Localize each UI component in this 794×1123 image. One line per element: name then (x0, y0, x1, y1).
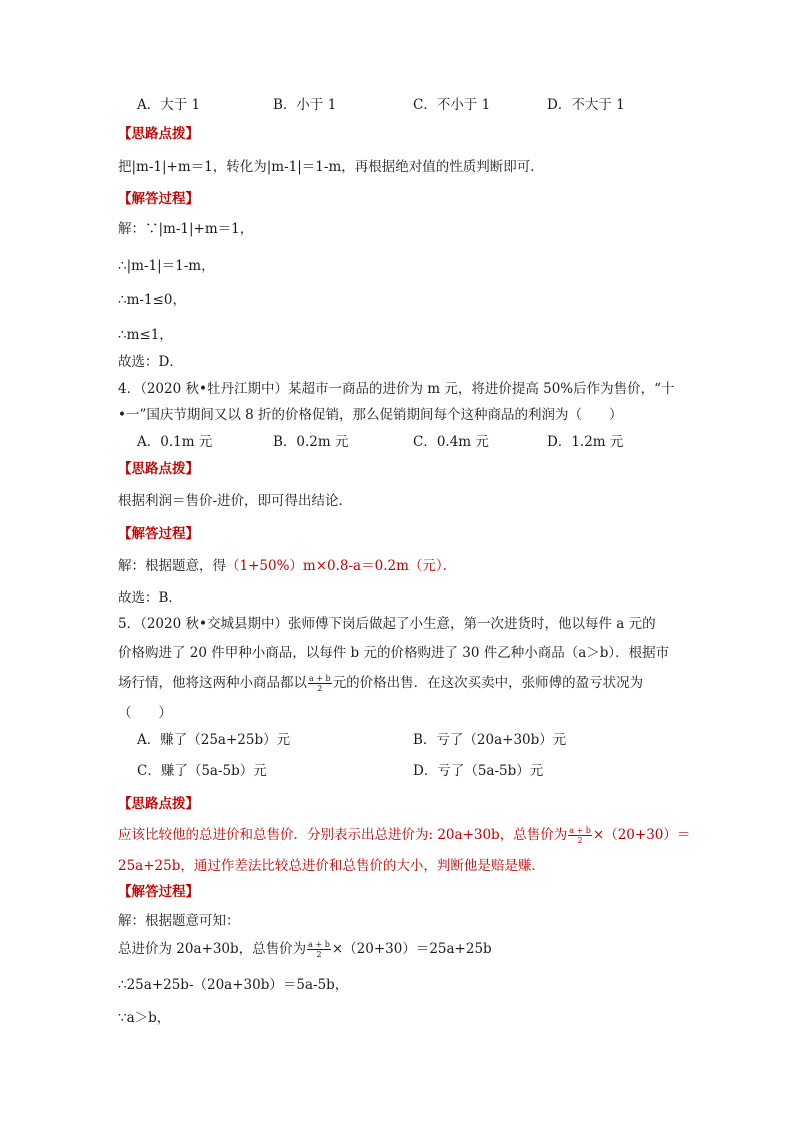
q5-option-d: D．亏了（5a-5b）元 (413, 763, 544, 779)
q3-hint-text: 把|m-1|+m＝1，转化为|m-1|＝1-m，再根据绝对值的性质判断即可． (118, 159, 544, 175)
q4-step-prefix: 解：根据题意，得 (118, 558, 226, 574)
q4-option-c: C．0.4m 元 (413, 434, 489, 450)
q5-stem-line-3-pre: 场行情，他将这两种小商品都以 (118, 675, 307, 691)
q5-stem-line-3 (118, 673, 643, 693)
q3-option-b: B．小于 1 (273, 97, 337, 113)
q3-option-d: D．不大于 1 (547, 97, 625, 113)
fraction-numerator: a + b (309, 674, 331, 683)
q5-option-a: A．赚了（25a+25b）元 (137, 732, 291, 748)
q5-step-3: ∴25a+25b-（20a+30b）＝5a-5b， (118, 977, 349, 993)
q5-stem-line-3-post: 元的价格出售．在这次买卖中，张师傅的盈亏状况为 (332, 675, 644, 691)
q3-answer: 故选：D． (118, 354, 183, 370)
q5-stem-line-1: 5．（2020 秋•交城县期中）张师傅下岗后做起了小生意，第一次进货时，他以每件 a 元的 (118, 616, 656, 632)
fraction-denominator: 2 (577, 836, 583, 845)
q5-option-b: B．亏了（20a+30b）元 (413, 732, 567, 748)
q3-step-2: ∴|m-1|＝1-m， (118, 258, 215, 274)
q4-hint-heading: 【思路点拨】 (118, 461, 199, 477)
q5-hint-line-1 (118, 825, 690, 845)
q5-hint-line-1-pre: 应该比较他的总进价和总售价．分别表示出总进价为: 20a+30b，总售价为 (118, 827, 568, 843)
q3-option-a: A．大于 1 (137, 97, 201, 113)
fraction-numerator: a + b (569, 826, 591, 835)
q5-step-fraction (307, 940, 331, 959)
q5-stem-line-4: （ ） (118, 705, 172, 721)
q4-option-b: B．0.2m 元 (273, 434, 349, 450)
q5-step-2-post: ×（20+30）＝25a+25b (331, 941, 492, 957)
q5-step-2-pre: 总进价为 20a+30b，总售价为 (118, 941, 307, 957)
q5-hint-line-2: 25a+25b，通过作差法比较总进价和总售价的大小，判断他是赔是赚． (118, 858, 545, 874)
q4-step-1 (118, 556, 456, 576)
q3-hint-heading: 【思路点拨】 (118, 126, 199, 142)
q5-step-1: 解：根据题意可知： (118, 913, 240, 929)
q4-answer: 故选：B． (118, 590, 182, 606)
q5-stem-line-2: 价格购进了 20 件甲种小商品，以每件 b 元的价格购进了 30 件乙种小商品（a＞b）．根据市 (118, 645, 670, 661)
q3-option-c: C．不小于 1 (413, 97, 491, 113)
q5-hint-line-1-post: ×（20+30）＝ (592, 827, 691, 843)
q4-step-formula: （1+50%）m×0.8-a＝0.2m（元）． (226, 558, 457, 574)
fraction-denominator: 2 (316, 950, 322, 959)
q5-hint-heading: 【思路点拨】 (118, 796, 199, 812)
q3-step-1: 解：∵|m-1|+m＝1， (118, 221, 254, 237)
q5-solution-heading: 【解答过程】 (118, 884, 199, 900)
q3-step-4: ∴m≤1， (118, 327, 173, 343)
q5-option-c: C．赚了（5a-5b）元 (137, 763, 267, 779)
q4-hint-text: 根据利润＝售价-进价，即可得出结论． (118, 493, 353, 509)
q5-price-fraction (308, 674, 332, 693)
q4-stem-line-1: 4．（2020 秋•牡丹江期中）某超市一商品的进价为 m 元，将进价提高 50%后作为售价，“十 (118, 381, 675, 397)
q4-solution-heading: 【解答过程】 (118, 526, 199, 542)
fraction-denominator: 2 (317, 684, 323, 693)
fraction-numerator: a + b (308, 940, 330, 949)
q3-solution-heading: 【解答过程】 (118, 191, 199, 207)
q5-hint-fraction (568, 826, 592, 845)
q4-option-d: D．1.2m 元 (547, 434, 624, 450)
q5-step-2 (118, 939, 492, 959)
q3-step-3: ∴m-1≤0， (118, 292, 186, 308)
q5-step-4: ∵a＞b， (118, 1010, 171, 1026)
q4-option-a: A．0.1m 元 (137, 434, 213, 450)
q4-stem-line-2: •一”国庆节期间又以 8 折的价格促销，那么促销期间每个这种商品的利润为（ ） (118, 407, 623, 423)
